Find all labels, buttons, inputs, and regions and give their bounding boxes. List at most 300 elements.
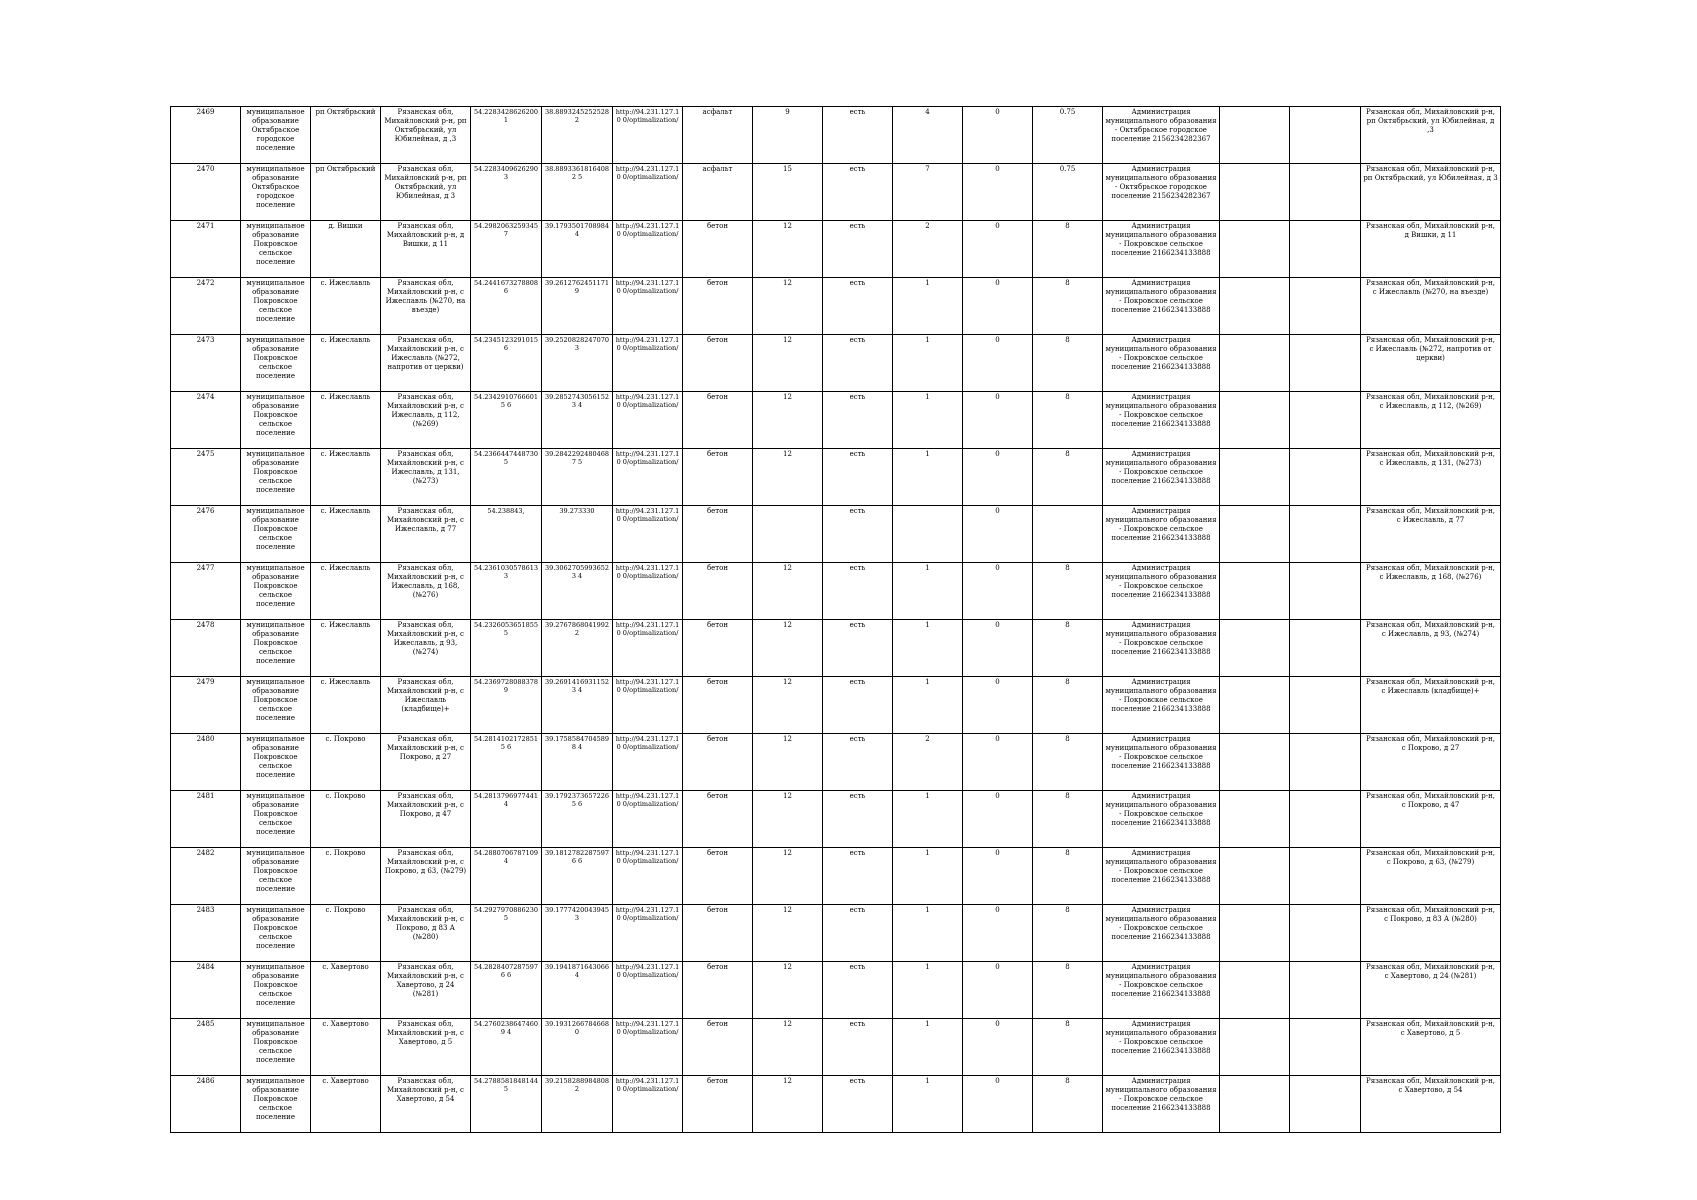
surface-cell: асфальт — [683, 164, 753, 221]
surface-cell: бетон — [683, 449, 753, 506]
address-cell: Рязанская обл, Михайловский р-н, с Покрово, д 27 — [381, 734, 471, 791]
municipality-cell: муниципальное образование Покровское сельское поселение — [241, 563, 311, 620]
volume-cell: 8 — [1033, 905, 1103, 962]
empty-cell — [1290, 620, 1361, 677]
planned-containers-cell: 0 — [963, 791, 1033, 848]
fence-cell: есть — [823, 563, 893, 620]
address-cell: Рязанская обл, Михайловский р-н, с Ижеславль, д 93, (№274) — [381, 620, 471, 677]
longitude-cell: 39.17774200439453 — [542, 905, 613, 962]
table-row — [171, 335, 1501, 392]
volume-cell: 8 — [1033, 449, 1103, 506]
surface-cell: бетон — [683, 848, 753, 905]
table-row — [171, 506, 1501, 563]
map-link-cell[interactable]: http://94.231.127.10 0/optimalization/ — [613, 335, 683, 392]
empty-cell — [1220, 449, 1290, 506]
map-link-cell[interactable]: http://94.231.127.10 0/optimalization/ — [613, 677, 683, 734]
containers-cell: 1 — [893, 791, 963, 848]
source-address-cell: Рязанская обл, Михайловский р-н, с Хавертово, д 5 — [1361, 1019, 1501, 1076]
table-row — [171, 107, 1501, 164]
volume-cell: 0.75 — [1033, 107, 1103, 164]
planned-containers-cell: 0 — [963, 107, 1033, 164]
municipality-cell: муниципальное образование Покровское сельское поселение — [241, 449, 311, 506]
area-cell — [753, 506, 823, 563]
map-link-cell[interactable]: http://94.231.127.10 0/optimalization/ — [613, 107, 683, 164]
locality-cell: д. Вишки — [311, 221, 381, 278]
empty-cell — [1220, 335, 1290, 392]
fence-cell: есть — [823, 1076, 893, 1133]
row-number: 2478 — [171, 620, 241, 677]
owner-cell: Администрация муниципального образования - Покровское сельское поселение 2166234133888 — [1103, 1076, 1220, 1133]
volume-cell: 8 — [1033, 221, 1103, 278]
latitude-cell: 54.23664474487305 — [471, 449, 542, 506]
longitude-cell: 39.19418716430664 — [542, 962, 613, 1019]
source-address-cell: Рязанская обл, Михайловский р-н, с Покрово, д 47 — [1361, 791, 1501, 848]
owner-cell: Администрация муниципального образования - Покровское сельское поселение 2166234133888 — [1103, 506, 1220, 563]
source-address-cell: Рязанская обл, Михайловский р-н, с Покрово, д 27 — [1361, 734, 1501, 791]
source-address-cell: Рязанская обл, Михайловский р-н, с Ижеславль, д 168, (№276) — [1361, 563, 1501, 620]
locality-cell: рп Октябрьский — [311, 107, 381, 164]
surface-cell: бетон — [683, 677, 753, 734]
area-cell: 12 — [753, 791, 823, 848]
municipality-cell: муниципальное образование Покровское сельское поселение — [241, 677, 311, 734]
area-cell: 12 — [753, 962, 823, 1019]
municipality-cell: муниципальное образование Покровское сельское поселение — [241, 1019, 311, 1076]
fence-cell: есть — [823, 734, 893, 791]
owner-cell: Администрация муниципального образования - Покровское сельское поселение 2166234133888 — [1103, 278, 1220, 335]
surface-cell: бетон — [683, 1019, 753, 1076]
surface-cell: бетон — [683, 791, 753, 848]
longitude-cell: 38.88932452525282 — [542, 107, 613, 164]
table-row — [171, 164, 1501, 221]
row-number: 2484 — [171, 962, 241, 1019]
address-cell: Рязанская обл, Михайловский р-н, с Ижеславль, д 168, (№276) — [381, 563, 471, 620]
locality-cell: с. Хавертово — [311, 1019, 381, 1076]
map-link-cell[interactable]: http://94.231.127.10 0/optimalization/ — [613, 164, 683, 221]
fence-cell: есть — [823, 449, 893, 506]
latitude-cell: 54.27602386474609 4 — [471, 1019, 542, 1076]
row-number: 2482 — [171, 848, 241, 905]
area-cell: 12 — [753, 620, 823, 677]
empty-cell — [1220, 506, 1290, 563]
row-number: 2477 — [171, 563, 241, 620]
empty-cell — [1290, 449, 1361, 506]
address-cell: Рязанская обл, Михайловский р-н, с Покрово, д 63, (№279) — [381, 848, 471, 905]
empty-cell — [1290, 1076, 1361, 1133]
surface-cell: бетон — [683, 905, 753, 962]
map-link-cell[interactable]: http://94.231.127.10 0/optimalization/ — [613, 278, 683, 335]
row-number: 2481 — [171, 791, 241, 848]
surface-cell: бетон — [683, 962, 753, 1019]
latitude-cell: 54.22834096262903 — [471, 164, 542, 221]
empty-cell — [1220, 848, 1290, 905]
fence-cell: есть — [823, 1019, 893, 1076]
empty-cell — [1220, 164, 1290, 221]
source-address-cell: Рязанская обл, Михайловский р-н, д Вишки, д 11 — [1361, 221, 1501, 278]
source-address-cell: Рязанская обл, Михайловский р-н, с Ижеславль, д 93, (№274) — [1361, 620, 1501, 677]
planned-containers-cell: 0 — [963, 278, 1033, 335]
map-link-cell[interactable]: http://94.231.127.10 0/optimalization/ — [613, 1076, 683, 1133]
source-address-cell: Рязанская обл, Михайловский р-н, рп Октябрьский, ул Юбилейная, д 3 — [1361, 164, 1501, 221]
containers-cell: 1 — [893, 278, 963, 335]
fence-cell: есть — [823, 392, 893, 449]
table-row — [171, 905, 1501, 962]
map-link-cell[interactable]: http://94.231.127.10 0/optimalization/ — [613, 392, 683, 449]
empty-cell — [1290, 278, 1361, 335]
owner-cell: Администрация муниципального образования - Покровское сельское поселение 2166234133888 — [1103, 848, 1220, 905]
volume-cell: 8 — [1033, 791, 1103, 848]
fence-cell: есть — [823, 278, 893, 335]
address-cell: Рязанская обл, Михайловский р-н, с Хавертово, д 24 (№281) — [381, 962, 471, 1019]
row-number: 2472 — [171, 278, 241, 335]
volume-cell: 8 — [1033, 1076, 1103, 1133]
address-cell: Рязанская обл, Михайловский р-н, с Хавертово, д 5 — [381, 1019, 471, 1076]
volume-cell: 8 — [1033, 962, 1103, 1019]
volume-cell — [1033, 506, 1103, 563]
table-row — [171, 620, 1501, 677]
containers-cell: 1 — [893, 563, 963, 620]
surface-cell: бетон — [683, 734, 753, 791]
map-link-cell[interactable]: http://94.231.127.10 0/optimalization/ — [613, 734, 683, 791]
map-link-cell[interactable]: http://94.231.127.10 0/optimalization/ — [613, 848, 683, 905]
volume-cell: 8 — [1033, 392, 1103, 449]
source-address-cell: Рязанская обл, Михайловский р-н, с Ижеславль, д 131, (№273) — [1361, 449, 1501, 506]
latitude-cell: 54.28137969774414 — [471, 791, 542, 848]
area-cell: 15 — [753, 164, 823, 221]
fence-cell: есть — [823, 620, 893, 677]
empty-cell — [1220, 107, 1290, 164]
empty-cell — [1220, 563, 1290, 620]
locality-cell: с. Покрово — [311, 848, 381, 905]
empty-cell — [1220, 392, 1290, 449]
area-cell: 12 — [753, 392, 823, 449]
containers-cell: 1 — [893, 449, 963, 506]
table-row — [171, 278, 1501, 335]
locality-cell: с. Покрово — [311, 734, 381, 791]
longitude-cell: 39.26127624511719 — [542, 278, 613, 335]
source-address-cell: Рязанская обл, Михайловский р-н, рп Октябрьский, ул Юбилейная, д ,3 — [1361, 107, 1501, 164]
municipality-cell: муниципальное образование Октябрьское городское поселение — [241, 107, 311, 164]
containers-cell: 1 — [893, 677, 963, 734]
containers-cell: 1 — [893, 848, 963, 905]
map-link-cell[interactable]: http://94.231.127.10 0/optimalization/ — [613, 962, 683, 1019]
volume-cell: 8 — [1033, 620, 1103, 677]
empty-cell — [1290, 848, 1361, 905]
empty-cell — [1220, 278, 1290, 335]
municipality-cell: муниципальное образование Октябрьское городское поселение — [241, 164, 311, 221]
map-link-cell[interactable]: http://94.231.127.10 0/optimalization/ — [613, 620, 683, 677]
locality-cell: с. Ижеславль — [311, 506, 381, 563]
latitude-cell: 54.23260536518555 — [471, 620, 542, 677]
longitude-cell: 38.88933618164082 5 — [542, 164, 613, 221]
map-link-cell[interactable]: http://94.231.127.10 0/optimalization/ — [613, 563, 683, 620]
fence-cell: есть — [823, 335, 893, 392]
map-link-cell[interactable]: http://94.231.127.10 0/optimalization/ — [613, 791, 683, 848]
owner-cell: Администрация муниципального образования - Покровское сельское поселение 2166234133888 — [1103, 221, 1220, 278]
containers-cell: 1 — [893, 905, 963, 962]
planned-containers-cell: 0 — [963, 335, 1033, 392]
municipality-cell: муниципальное образование Покровское сельское поселение — [241, 791, 311, 848]
planned-containers-cell: 0 — [963, 734, 1033, 791]
source-address-cell: Рязанская обл, Михайловский р-н, с Покрово, д 83 А (№280) — [1361, 905, 1501, 962]
registry-table — [170, 106, 1501, 1133]
empty-cell — [1290, 221, 1361, 278]
address-cell: Рязанская обл, Михайловский р-н, с Ижеславль, д 77 — [381, 506, 471, 563]
area-cell: 12 — [753, 848, 823, 905]
locality-cell: с. Ижеславль — [311, 677, 381, 734]
latitude-cell: 54.29279708862305 — [471, 905, 542, 962]
longitude-cell: 39.25208282470703 — [542, 335, 613, 392]
row-number: 2471 — [171, 221, 241, 278]
municipality-cell: муниципальное образование Покровское сельское поселение — [241, 278, 311, 335]
area-cell: 12 — [753, 221, 823, 278]
address-cell: Рязанская обл, Михайловский р-н, с Ижеславль, д 131, (№273) — [381, 449, 471, 506]
row-number: 2470 — [171, 164, 241, 221]
surface-cell: бетон — [683, 335, 753, 392]
surface-cell: бетон — [683, 1076, 753, 1133]
volume-cell: 8 — [1033, 734, 1103, 791]
surface-cell: бетон — [683, 278, 753, 335]
municipality-cell: муниципальное образование Покровское сельское поселение — [241, 1076, 311, 1133]
table-row — [171, 848, 1501, 905]
row-number: 2479 — [171, 677, 241, 734]
table-row — [171, 791, 1501, 848]
containers-cell: 1 — [893, 1019, 963, 1076]
locality-cell: с. Хавертово — [311, 962, 381, 1019]
address-cell: Рязанская обл, Михайловский р-н, рп Октябрьский, ул Юбилейная, д ,3 — [381, 107, 471, 164]
volume-cell: 8 — [1033, 1019, 1103, 1076]
empty-cell — [1290, 164, 1361, 221]
planned-containers-cell: 0 — [963, 449, 1033, 506]
owner-cell: Администрация муниципального образования - Покровское сельское поселение 2166234133888 — [1103, 734, 1220, 791]
empty-cell — [1290, 563, 1361, 620]
latitude-cell: 54.23697280883789 — [471, 677, 542, 734]
source-address-cell: Рязанская обл, Михайловский р-н, с Ижеславль, д 112, (№269) — [1361, 392, 1501, 449]
map-link-cell[interactable]: http://94.231.127.10 0/optimalization/ — [613, 221, 683, 278]
planned-containers-cell: 0 — [963, 620, 1033, 677]
volume-cell: 8 — [1033, 278, 1103, 335]
empty-cell — [1290, 335, 1361, 392]
volume-cell: 8 — [1033, 677, 1103, 734]
locality-cell: с. Покрово — [311, 791, 381, 848]
owner-cell: Администрация муниципального образования - Покровское сельское поселение 2166234133888 — [1103, 335, 1220, 392]
map-link-cell[interactable]: http://94.231.127.10 0/optimalization/ — [613, 1019, 683, 1076]
latitude-cell: 54.28807067871094 — [471, 848, 542, 905]
empty-cell — [1220, 734, 1290, 791]
containers-cell: 1 — [893, 962, 963, 1019]
empty-cell — [1220, 905, 1290, 962]
owner-cell: Администрация муниципального образования - Покровское сельское поселение 2166234133888 — [1103, 1019, 1220, 1076]
fence-cell: есть — [823, 677, 893, 734]
surface-cell: асфальт — [683, 107, 753, 164]
municipality-cell: муниципальное образование Покровское сельское поселение — [241, 620, 311, 677]
map-link-cell[interactable]: http://94.231.127.10 0/optimalization/ — [613, 506, 683, 563]
locality-cell: с. Ижеславль — [311, 335, 381, 392]
latitude-cell: 54.24416732788086 — [471, 278, 542, 335]
planned-containers-cell: 0 — [963, 1076, 1033, 1133]
locality-cell: рп Октябрьский — [311, 164, 381, 221]
municipality-cell: муниципальное образование Покровское сельское поселение — [241, 506, 311, 563]
row-number: 2474 — [171, 392, 241, 449]
locality-cell: с. Ижеславль — [311, 620, 381, 677]
latitude-cell: 54.23610305786133 — [471, 563, 542, 620]
area-cell: 12 — [753, 734, 823, 791]
planned-containers-cell: 0 — [963, 164, 1033, 221]
empty-cell — [1220, 791, 1290, 848]
owner-cell: Администрация муниципального образования - Покровское сельское поселение 2166234133888 — [1103, 905, 1220, 962]
area-cell: 12 — [753, 1019, 823, 1076]
row-number: 2473 — [171, 335, 241, 392]
longitude-cell: 39.28422924804687 5 — [542, 449, 613, 506]
locality-cell: с. Ижеславль — [311, 563, 381, 620]
planned-containers-cell: 0 — [963, 905, 1033, 962]
address-cell: Рязанская обл, Михайловский р-н, д Вишки, д 11 — [381, 221, 471, 278]
latitude-cell: 54.27885818481445 — [471, 1076, 542, 1133]
table-row — [171, 563, 1501, 620]
planned-containers-cell: 0 — [963, 848, 1033, 905]
latitude-cell: 54.22834286262001 — [471, 107, 542, 164]
area-cell: 9 — [753, 107, 823, 164]
longitude-cell: 39.17935017089844 — [542, 221, 613, 278]
containers-cell: 1 — [893, 335, 963, 392]
table-row — [171, 1076, 1501, 1133]
containers-cell — [893, 506, 963, 563]
locality-cell: с. Ижеславль — [311, 278, 381, 335]
address-cell: Рязанская обл, Михайловский р-н, с Ижеславль (кладбище)+ — [381, 677, 471, 734]
surface-cell: бетон — [683, 620, 753, 677]
longitude-cell: 39.19312667846680 — [542, 1019, 613, 1076]
planned-containers-cell: 0 — [963, 221, 1033, 278]
address-cell: Рязанская обл, Михайловский р-н, с Хавертово, д 54 — [381, 1076, 471, 1133]
latitude-cell: 54.23429107666015 6 — [471, 392, 542, 449]
owner-cell: Администрация муниципального образования - Октябрьское городское поселение 2156234282367 — [1103, 107, 1220, 164]
address-cell: Рязанская обл, Михайловский р-н, с Покрово, д 83 А (№280) — [381, 905, 471, 962]
volume-cell: 8 — [1033, 335, 1103, 392]
latitude-cell: 54.28141021728515 6 — [471, 734, 542, 791]
area-cell: 12 — [753, 335, 823, 392]
table-row — [171, 449, 1501, 506]
longitude-cell: 39.273330 — [542, 506, 613, 563]
area-cell: 12 — [753, 449, 823, 506]
owner-cell: Администрация муниципального образования - Покровское сельское поселение 2166234133888 — [1103, 620, 1220, 677]
area-cell: 12 — [753, 905, 823, 962]
municipality-cell: муниципальное образование Покровское сельское поселение — [241, 734, 311, 791]
source-address-cell: Рязанская обл, Михайловский р-н, с Ижеславль (№270, на въезде) — [1361, 278, 1501, 335]
table-row — [171, 392, 1501, 449]
address-cell: Рязанская обл, Михайловский р-н, с Ижеславль (№270, на въезде) — [381, 278, 471, 335]
table-row — [171, 221, 1501, 278]
table-body — [171, 107, 1501, 1133]
longitude-cell: 39.26914169311523 4 — [542, 677, 613, 734]
source-address-cell: Рязанская обл, Михайловский р-н, с Ижеславль (кладбище)+ — [1361, 677, 1501, 734]
map-link-cell[interactable]: http://94.231.127.10 0/optimalization/ — [613, 905, 683, 962]
address-cell: Рязанская обл, Михайловский р-н, с Покрово, д 47 — [381, 791, 471, 848]
source-address-cell: Рязанская обл, Михайловский р-н, с Хавертово, д 24 (№281) — [1361, 962, 1501, 1019]
row-number: 2485 — [171, 1019, 241, 1076]
fence-cell: есть — [823, 791, 893, 848]
empty-cell — [1290, 1019, 1361, 1076]
municipality-cell: муниципальное образование Покровское сельское поселение — [241, 848, 311, 905]
table-row — [171, 734, 1501, 791]
fence-cell: есть — [823, 848, 893, 905]
containers-cell: 7 — [893, 164, 963, 221]
containers-cell: 1 — [893, 392, 963, 449]
volume-cell: 0.75 — [1033, 164, 1103, 221]
longitude-cell: 39.30627059936523 4 — [542, 563, 613, 620]
fence-cell: есть — [823, 905, 893, 962]
containers-cell: 1 — [893, 620, 963, 677]
locality-cell: с. Ижеславль — [311, 449, 381, 506]
empty-cell — [1220, 1019, 1290, 1076]
empty-cell — [1290, 506, 1361, 563]
owner-cell: Администрация муниципального образования - Покровское сельское поселение 2166234133888 — [1103, 449, 1220, 506]
containers-cell: 2 — [893, 221, 963, 278]
fence-cell: есть — [823, 164, 893, 221]
longitude-cell: 39.17923736572265 6 — [542, 791, 613, 848]
owner-cell: Администрация муниципального образования - Покровское сельское поселение 2166234133888 — [1103, 563, 1220, 620]
source-address-cell: Рязанская обл, Михайловский р-н, с Покрово, д 63, (№279) — [1361, 848, 1501, 905]
area-cell: 12 — [753, 1076, 823, 1133]
owner-cell: Администрация муниципального образования - Покровское сельское поселение 2166234133888 — [1103, 392, 1220, 449]
empty-cell — [1220, 962, 1290, 1019]
locality-cell: с. Ижеславль — [311, 392, 381, 449]
empty-cell — [1290, 392, 1361, 449]
empty-cell — [1290, 962, 1361, 1019]
locality-cell: с. Покрово — [311, 905, 381, 962]
planned-containers-cell: 0 — [963, 392, 1033, 449]
row-number: 2483 — [171, 905, 241, 962]
longitude-cell: 39.27678680419922 — [542, 620, 613, 677]
planned-containers-cell: 0 — [963, 563, 1033, 620]
row-number: 2469 — [171, 107, 241, 164]
municipality-cell: муниципальное образование Покровское сельское поселение — [241, 905, 311, 962]
row-number: 2486 — [171, 1076, 241, 1133]
surface-cell: бетон — [683, 563, 753, 620]
municipality-cell: муниципальное образование Покровское сельское поселение — [241, 392, 311, 449]
address-cell: Рязанская обл, Михайловский р-н, рп Октябрьский, ул Юбилейная, д 3 — [381, 164, 471, 221]
table-row — [171, 962, 1501, 1019]
empty-cell — [1220, 221, 1290, 278]
planned-containers-cell: 0 — [963, 1019, 1033, 1076]
containers-cell: 4 — [893, 107, 963, 164]
empty-cell — [1290, 905, 1361, 962]
empty-cell — [1290, 734, 1361, 791]
longitude-cell: 39.28527430561523 4 — [542, 392, 613, 449]
address-cell: Рязанская обл, Михайловский р-н, с Ижеславль (№272, напротив от церкви) — [381, 335, 471, 392]
longitude-cell: 39.21582889848082 — [542, 1076, 613, 1133]
containers-cell: 1 — [893, 1076, 963, 1133]
planned-containers-cell: 0 — [963, 506, 1033, 563]
source-address-cell: Рязанская обл, Михайловский р-н, с Хавертово, д 54 — [1361, 1076, 1501, 1133]
table-row — [171, 1019, 1501, 1076]
fence-cell: есть — [823, 506, 893, 563]
row-number: 2480 — [171, 734, 241, 791]
fence-cell: есть — [823, 221, 893, 278]
empty-cell — [1220, 1076, 1290, 1133]
containers-cell: 2 — [893, 734, 963, 791]
surface-cell: бетон — [683, 392, 753, 449]
row-number: 2476 — [171, 506, 241, 563]
owner-cell: Администрация муниципального образования - Покровское сельское поселение 2166234133888 — [1103, 677, 1220, 734]
surface-cell: бетон — [683, 221, 753, 278]
empty-cell — [1290, 107, 1361, 164]
owner-cell: Администрация муниципального образования - Покровское сельское поселение 2166234133888 — [1103, 962, 1220, 1019]
volume-cell: 8 — [1033, 563, 1103, 620]
map-link-cell[interactable]: http://94.231.127.10 0/optimalization/ — [613, 449, 683, 506]
longitude-cell: 39.17585847045898 4 — [542, 734, 613, 791]
municipality-cell: муниципальное образование Покровское сельское поселение — [241, 335, 311, 392]
longitude-cell: 39.18127822875976 6 — [542, 848, 613, 905]
area-cell: 12 — [753, 278, 823, 335]
